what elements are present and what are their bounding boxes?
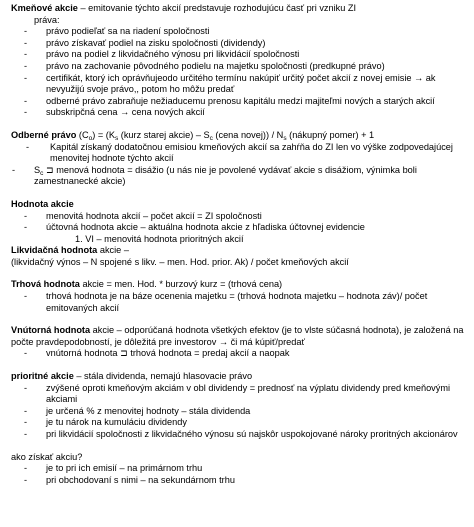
formula-text: ) = (K bbox=[92, 129, 115, 140]
kmenove-intro-text: – emitovanie týchto akcií predstavuje rozhodujúcu časť pri vzniku ZI bbox=[77, 3, 357, 13]
list-item bbox=[11, 107, 468, 119]
list-item-text: ⊐ menová hodnota = disážio (u nás nie je povolené vydávať akcie s disážiom, výnimka boli zamestnanecké akcie) bbox=[34, 164, 417, 187]
spacer bbox=[11, 268, 468, 279]
spacer bbox=[11, 119, 468, 130]
bullet-dash: - bbox=[24, 95, 28, 106]
bullet-dash: - bbox=[24, 405, 28, 416]
list-item-text: certifikát, ktorý ich oprávňujeodo určitého termínu nakúpiť určitý počet akcií z novej emisie → ak nevyužijú svoje právo,, potom ho môžu predať bbox=[46, 72, 436, 95]
bullet-dash: - bbox=[24, 382, 28, 393]
prioritne-heading-rest: – stála dividenda, nemajú hlasovacie právo bbox=[73, 371, 253, 382]
list-item bbox=[11, 406, 468, 418]
formula-text: (C bbox=[78, 129, 89, 140]
list-item bbox=[11, 291, 468, 314]
formula-subscript: c bbox=[209, 134, 213, 142]
spacer bbox=[11, 188, 468, 199]
formula-subscript: s bbox=[114, 134, 119, 142]
list-item-text: je tu nárok na kumuláciu dividendy bbox=[46, 417, 187, 428]
list-item-text: je určená % z menovitej hodnoty – stála dividenda bbox=[46, 405, 251, 416]
list-item bbox=[11, 383, 468, 406]
trhova-heading-rest: akcie = men. Hod. * burzový kurz = (trhová cena) bbox=[79, 279, 283, 290]
hodnota-heading: Hodnota akcie bbox=[11, 198, 74, 209]
kmenove-intro bbox=[11, 3, 468, 15]
likvidacna-formula: (likvidačný výnos – N spojené s likv. – men. Hod. prior. Ak) / počet kmeňových akcií bbox=[11, 256, 349, 267]
bullet-dash: - bbox=[24, 37, 28, 48]
bullet-dash: - bbox=[24, 348, 28, 359]
bullet-dash: - bbox=[12, 164, 16, 175]
list-item-text: právo na podiel z likvidačného výnosu pri likvidácií spoločnosti bbox=[46, 49, 300, 60]
formula-text: (cena novej)) / N bbox=[212, 129, 284, 140]
vnutorna-line bbox=[11, 325, 468, 348]
bullet-dash: - bbox=[24, 291, 28, 302]
list-item-text: zvýšené oproti kmeňovým akciám v obl dividendy = prednosť na výplatu dividendy pred kmeňovými akciami bbox=[46, 382, 451, 405]
formula-subscript: c bbox=[40, 169, 44, 177]
bullet-dash: - bbox=[24, 417, 28, 428]
bullet-dash: - bbox=[24, 26, 28, 37]
list-item-text: pri obchodovaní s nimi – na sekundárnom trhu bbox=[46, 474, 235, 485]
bullet-dash: - bbox=[24, 463, 28, 474]
formula-text: (kurz starej akcie) – S bbox=[118, 129, 210, 140]
vnutorna-heading-rest: akcie – odporúčaná hodnota všetkých efektov (je to vlste súčasná hodnota), je založená na počte pravdepodobností, je dôležitá pre investorov → či má kúpiť/predať bbox=[11, 325, 464, 347]
bullet-dash: - bbox=[24, 60, 28, 71]
list-item-text: právo podieľať sa na riadení spoločnosti bbox=[46, 26, 210, 37]
list-item-text: účtovná hodnota akcie – aktuálna hodnota akcie z hľadiska účtovnej evidencie bbox=[46, 222, 365, 233]
kmenove-heading: Kmeňové akcie bbox=[11, 3, 78, 13]
kmenove-rights-label: práva: bbox=[34, 14, 60, 25]
spacer bbox=[11, 441, 468, 452]
list-item-text: odberné právo zabraňuje nežiaducemu prenosu kapitálu medzi majiteľmi nových a starých akcií bbox=[46, 95, 435, 106]
bullet-dash: - bbox=[24, 72, 28, 83]
list-item-text: trhová hodnota je na báze ocenenia majetku = (trhová hodnota majetku – hodnota záv)/ počet emitovaných akcií bbox=[46, 291, 428, 313]
odberne-heading: Odberné právo bbox=[11, 129, 77, 140]
list-item bbox=[11, 26, 468, 38]
bullet-dash: - bbox=[24, 210, 28, 221]
list-item bbox=[11, 73, 468, 96]
likvidacna-heading-rest: akcie – bbox=[97, 245, 129, 256]
trhova-line bbox=[11, 279, 468, 291]
numbered-item: 1. VI – menovitá hodnota prioritných akcií bbox=[75, 233, 244, 244]
list-item bbox=[11, 222, 468, 234]
odberne-formula bbox=[11, 130, 468, 142]
formula-text: S bbox=[34, 164, 41, 175]
prioritne-line bbox=[11, 371, 468, 383]
list-item-text: pri likvidácií spoločnosti z likvidačného výnosu sú najskôr uspokojované nároky proritných akcionárov bbox=[46, 429, 458, 439]
list-item bbox=[11, 142, 468, 165]
list-item bbox=[11, 475, 468, 487]
list-item bbox=[11, 463, 468, 475]
list-item bbox=[11, 165, 468, 188]
list-item-text: menovitá hodnota akcií – počet akcií = ZI spoločnosti bbox=[46, 210, 262, 221]
prioritne-heading: prioritné akcie bbox=[11, 371, 74, 382]
bullet-dash: - bbox=[24, 474, 28, 485]
list-item bbox=[11, 96, 468, 108]
spacer bbox=[11, 314, 468, 325]
list-item bbox=[11, 417, 468, 429]
vnutorna-heading: Vnútorná hodnota bbox=[11, 325, 91, 336]
list-item-text: je to pri ich emisií – na primárnom trhu bbox=[46, 463, 203, 474]
formula-text: (nákupný pomer) + 1 bbox=[286, 129, 375, 140]
list-item-text: Kapitál získaný dodatočnou emisiou kmeňových akcií sa zahŕňa do ZI len vo výške zodpovedajúcej menovitej hodnote týchto akcií bbox=[50, 141, 453, 164]
formula-subscript: s bbox=[283, 134, 287, 142]
ako-question: ako získať akciu? bbox=[11, 451, 83, 462]
list-item bbox=[11, 61, 468, 73]
list-item-text: právo získavať podiel na zisku spoločnosti (dividendy) bbox=[46, 37, 266, 48]
spacer bbox=[11, 360, 468, 371]
bullet-dash: - bbox=[24, 429, 28, 439]
list-item bbox=[11, 348, 468, 360]
likvidacna-line bbox=[11, 245, 468, 257]
bullet-dash: - bbox=[24, 107, 28, 118]
bullet-dash: - bbox=[26, 141, 30, 152]
list-item bbox=[11, 38, 468, 50]
bullet-dash: - bbox=[24, 49, 28, 60]
list-item bbox=[11, 211, 468, 223]
trhova-heading: Trhová hodnota bbox=[11, 279, 80, 290]
bullet-dash: - bbox=[24, 222, 28, 233]
likvidacna-heading: Likvidačná hodnota bbox=[11, 245, 98, 256]
formula-subscript: o bbox=[88, 134, 93, 142]
list-item bbox=[11, 429, 468, 441]
list-item bbox=[11, 49, 468, 61]
list-item-text: subskripčná cena → cena nových akcií bbox=[46, 107, 205, 118]
list-item-text: právo na zachovanie pôvodného podielu na majetku spoločnosti (predkupné právo) bbox=[46, 60, 385, 71]
list-item-text: vnútorná hodnota ⊐ trhová hodnota = predaj akcií a naopak bbox=[46, 348, 290, 359]
